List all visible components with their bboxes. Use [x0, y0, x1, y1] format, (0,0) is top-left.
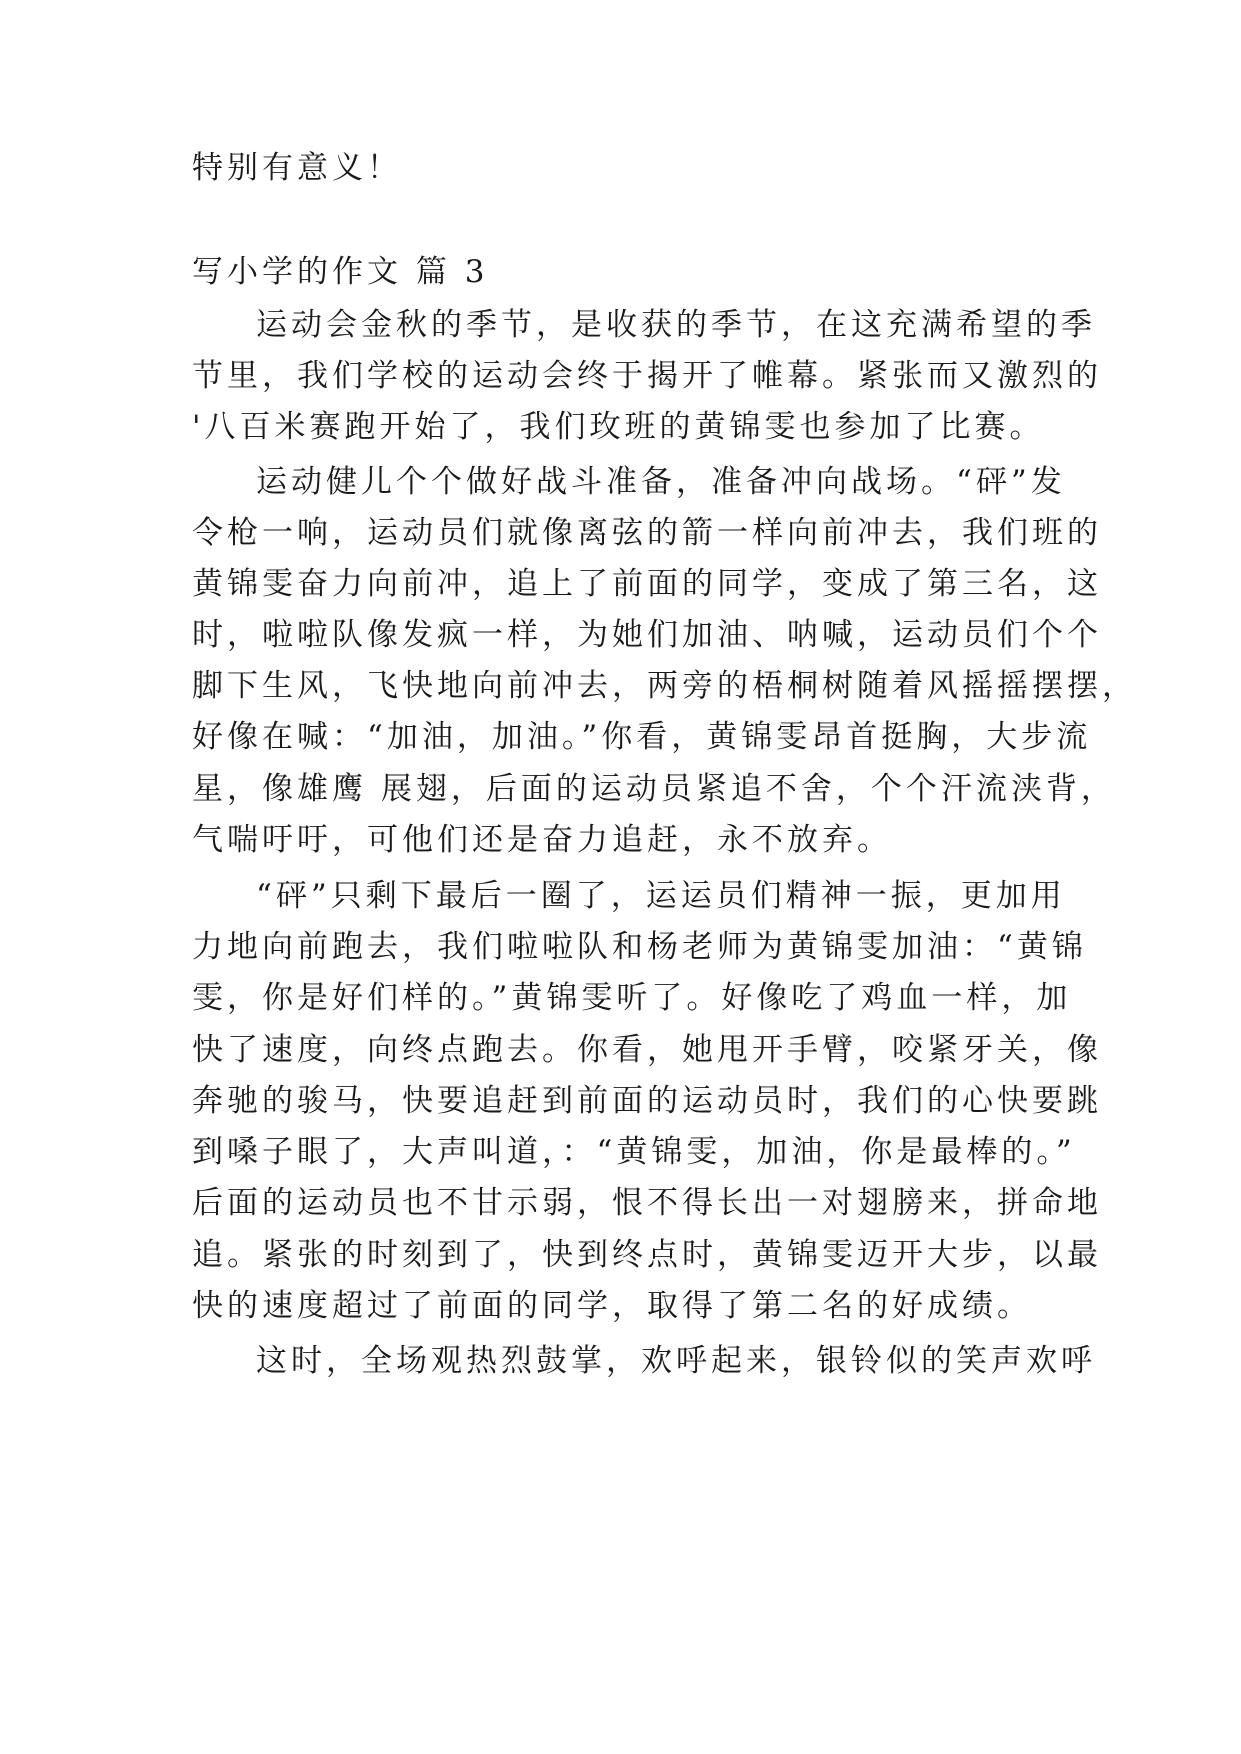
text-line: 节里，我们学校的运动会终于揭开了帷幕。紧张而又激烈的 [192, 358, 1102, 394]
text-line: 运动会金秋的季节，是收获的季节，在这充满希望的季 [256, 307, 1096, 343]
text-line: 到嗓子眼了，大声叫道，：“黄锦雯，加油，你是最棒的。” [192, 1134, 1076, 1170]
text-line: 奔驰的骏马，快要追赶到前面的运动员时，我们的心快要跳 [192, 1083, 1102, 1119]
text-line: 好像在喊：“加油，加油。”你看，黄锦雯昂首挺胸，大步流 [192, 719, 1092, 755]
text-line: 运动健儿个个做好战斗准备，准备冲向战场。“砰”发 [256, 464, 1066, 500]
text-line: 快了速度，向终点跑去。你看，她甩开手臂，咬紧牙关，像 [192, 1032, 1102, 1068]
section-title: 写小学的作文 篇 3 [192, 254, 489, 290]
text-line: 力地向前跑去，我们啦啦队和杨老师为黄锦雯加油：“黄锦 [192, 929, 1087, 965]
text-line: 脚下生风，飞快地向前冲去，两旁的梧桐树随着风摇摇摆摆， [192, 668, 1137, 704]
text-line: 这时，全场观热烈鼓掌，欢呼起来，银铃似的笑声欢呼 [256, 1343, 1096, 1379]
text-line: 黄锦雯奋力向前冲，追上了前面的同学，变成了第三名，这 [192, 566, 1102, 602]
text-line: 星，像雄鹰 展翅，后面的运动员紧追不舍，个个汗流浃背， [192, 771, 1116, 807]
text-line: 后面的运动员也不甘示弱，恨不得长出一对翅膀来，拼命地 [192, 1185, 1102, 1221]
document-page [192, 0, 1137, 1754]
text-line: 令枪一响，运动员们就像离弦的箭一样向前冲去，我们班的 [192, 515, 1102, 551]
text-line: 时，啦啦队像发疯一样，为她们加油、呐喊，运动员们个个 [192, 617, 1102, 653]
text-line: 追。紧张的时刻到了，快到终点时，黄锦雯迈开大步，以最 [192, 1237, 1102, 1273]
text-line: 气喘吁吁，可他们还是奋力追赶，永不放弃。 [192, 822, 892, 858]
previous-section-ending: 特别有意义！ [192, 150, 402, 186]
text-line: '八百米赛跑开始了，我们玫班的黄锦雯也参加了比赛。 [192, 409, 1045, 445]
text-line: 快的速度超过了前面的同学，取得了第二名的好成绩。 [192, 1288, 1032, 1324]
text-line: “砰”只剩下最后一圈了，运运员们精神一振，更加用 [256, 878, 1066, 914]
text-line: 雯，你是好们样的。”黄锦雯听了。好像吃了鸡血一样，加 [192, 980, 1072, 1016]
